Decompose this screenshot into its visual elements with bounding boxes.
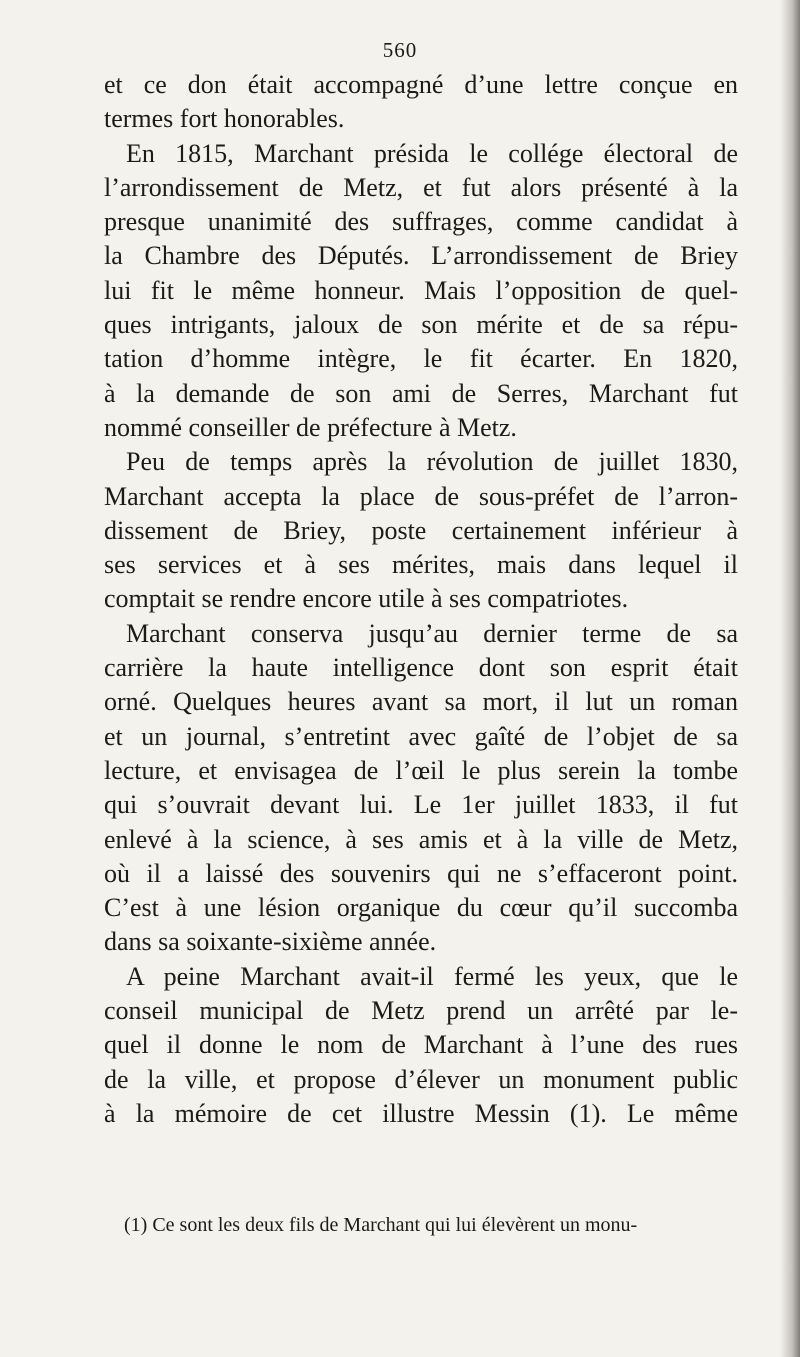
- text-line: où il a laissé des souvenirs qui ne s’effaceront point.: [104, 858, 738, 888]
- text-line: et un journal, s’entretint avec gaîté de l’objet de sa: [104, 721, 738, 751]
- text-line: carrière la haute intelligence dont son esprit était: [104, 653, 738, 683]
- page-number: 560: [382, 38, 418, 62]
- text-line: qui s’ouvrait devant lui. Le 1er juillet 1833, il fut: [104, 790, 738, 820]
- text-line: à la demande de son ami de Serres, Marchant fut: [104, 378, 738, 408]
- text-line: En 1815, Marchant présida le collége électoral de: [126, 138, 738, 168]
- text-line: lecture, et envisagea de l’œil le plus serein la tombe: [104, 755, 738, 785]
- text-line: tation d’homme intègre, le fit écarter. En 1820,: [104, 344, 738, 374]
- text-line: A peine Marchant avait-il fermé les yeux, que le: [126, 961, 738, 991]
- text-line: ques intrigants, jaloux de son mérite et de sa répu-: [104, 310, 738, 340]
- text-line: Marchant accepta la place de sous-préfet de l’arron-: [104, 481, 738, 511]
- text-line: Peu de temps après la révolution de juillet 1830,: [126, 447, 738, 477]
- text-line: et ce don était accompagné d’une lettre conçue en: [104, 70, 738, 99]
- text-line: dissement de Briey, poste certainement inférieur à: [104, 515, 738, 545]
- text-line: orné. Quelques heures avant sa mort, il lut un roman: [104, 687, 738, 717]
- text-line: nommé conseiller de préfecture à Metz.: [104, 412, 517, 442]
- text-line: dans sa soixante-sixième année.: [104, 927, 437, 957]
- page-edge-shadow: [780, 0, 800, 1357]
- text-line: quel il donne le nom de Marchant à l’une des rues: [104, 1030, 738, 1060]
- text-line: de la ville, et propose d’élever un monument public: [104, 1064, 738, 1094]
- text-line: l’arrondissement de Metz, et fut alors présenté à la: [104, 172, 738, 202]
- text-line: lui fit le même honneur. Mais l’opposition de quel-: [104, 275, 738, 305]
- body-text: [104, 68, 738, 1131]
- text-line: la Chambre des Députés. L’arrondissement de Briey: [104, 241, 738, 271]
- text-line: presque unanimité des suffrages, comme candidat à: [104, 207, 738, 237]
- text-line: enlevé à la science, à ses amis et à la ville de Metz,: [104, 824, 738, 854]
- text-line: Marchant conserva jusqu’au dernier terme de sa: [126, 618, 738, 648]
- text-line: conseil municipal de Metz prend un arrêté par le-: [104, 996, 738, 1026]
- text-line: à la mémoire de cet illustre Messin (1). Le même: [104, 1098, 738, 1128]
- text-line: C’est à une lésion organique du cœur qu’il succomba: [104, 893, 738, 923]
- footnote: (1) Ce sont les deux fils de Marchant qui lui élevèrent un monu-: [124, 1214, 638, 1236]
- text-line: ses services et à ses mérites, mais dans lequel il: [104, 550, 738, 580]
- text-line: comptait se rendre encore utile à ses compatriotes.: [104, 584, 629, 614]
- text-line: termes fort honorables.: [104, 104, 345, 134]
